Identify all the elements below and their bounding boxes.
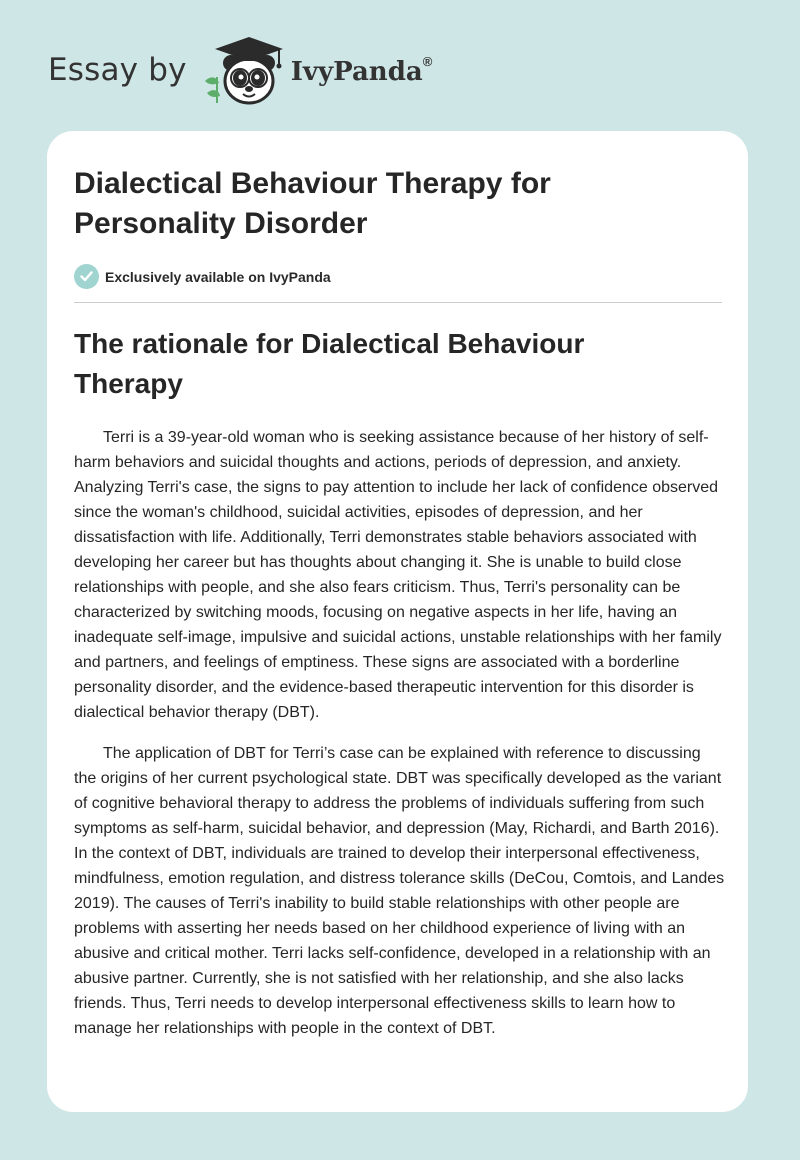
exclusive-badge-label: Exclusively available on IvyPanda xyxy=(105,268,331,285)
paragraph: The application of DBT for Terri’s case can be explained with reference to discussing the origins of her current psychological state. DBT was specifically developed as the variant of cognitive behavioral therapy to address the problems of individuals suffering from such symptoms as self-harm, suicidal behavior, and depression (May, Richardi, and Barth 2016). In the context of DBT, individuals are trained to develop their interpersonal effectiveness, mindfulness, emotion regulation, and distress tolerance skills (DeCou, Comtois, and Landes 2019). The causes of Terri's inability to build stable relationships with other people are problems with asserting her needs based on her childhood experience of living with an abusive and critical mother. Terri lacks self-confidence, developed in a relationship with an abusive partner. Currently, she is not satisfied with her relationship, and she also lacks friends. Thus, Terri needs to develop interpersonal effectiveness skills to learn how to manage her relationships with people in the context of DBT. xyxy=(74,745,725,1037)
check-icon xyxy=(74,264,99,289)
site-header xyxy=(48,30,432,110)
panda-graduate-logo-icon[interactable] xyxy=(201,31,287,109)
essay-card xyxy=(47,131,748,1112)
divider xyxy=(74,302,722,303)
brand-name[interactable] xyxy=(290,54,433,87)
page-title: Dialectical Behaviour Therapy for Personality Disorder xyxy=(74,167,551,240)
essay-body xyxy=(74,425,726,1057)
paragraph: Terri is a 39-year-old woman who is seeking assistance because of her history of self-harm behaviors and suicidal thoughts and actions, periods of depression, and anxiety. Analyzing Terri's case, the signs to pay attention to include her lack of confidence observed since the woman's childhood, suicidal activities, episodes of depression, and her dissatisfaction with life. Additionally, Terri demonstrates stable behaviors associated with developing her career but has thoughts about changing it. She is unable to build close relationships with people, and she also fears criticism. Thus, Terri's personality can be characterized by switching moods, focusing on negative aspects in her life, having an inadequate self-image, impulsive and suicidal actions, unstable relationships with her family and partners, and feelings of emptiness. These signs are associated with a borderline personality disorder, and the evidence-based therapeutic intervention for this disorder is dialectical behavior therapy (DBT). xyxy=(74,429,722,721)
exclusive-badge xyxy=(74,264,331,289)
registered-mark: ® xyxy=(422,54,433,70)
section-heading: The rationale for Dialectical Behaviour Therapy xyxy=(74,328,585,399)
essay-by-label: Essay by xyxy=(48,52,187,88)
brand-text: IvyPanda xyxy=(290,57,423,87)
